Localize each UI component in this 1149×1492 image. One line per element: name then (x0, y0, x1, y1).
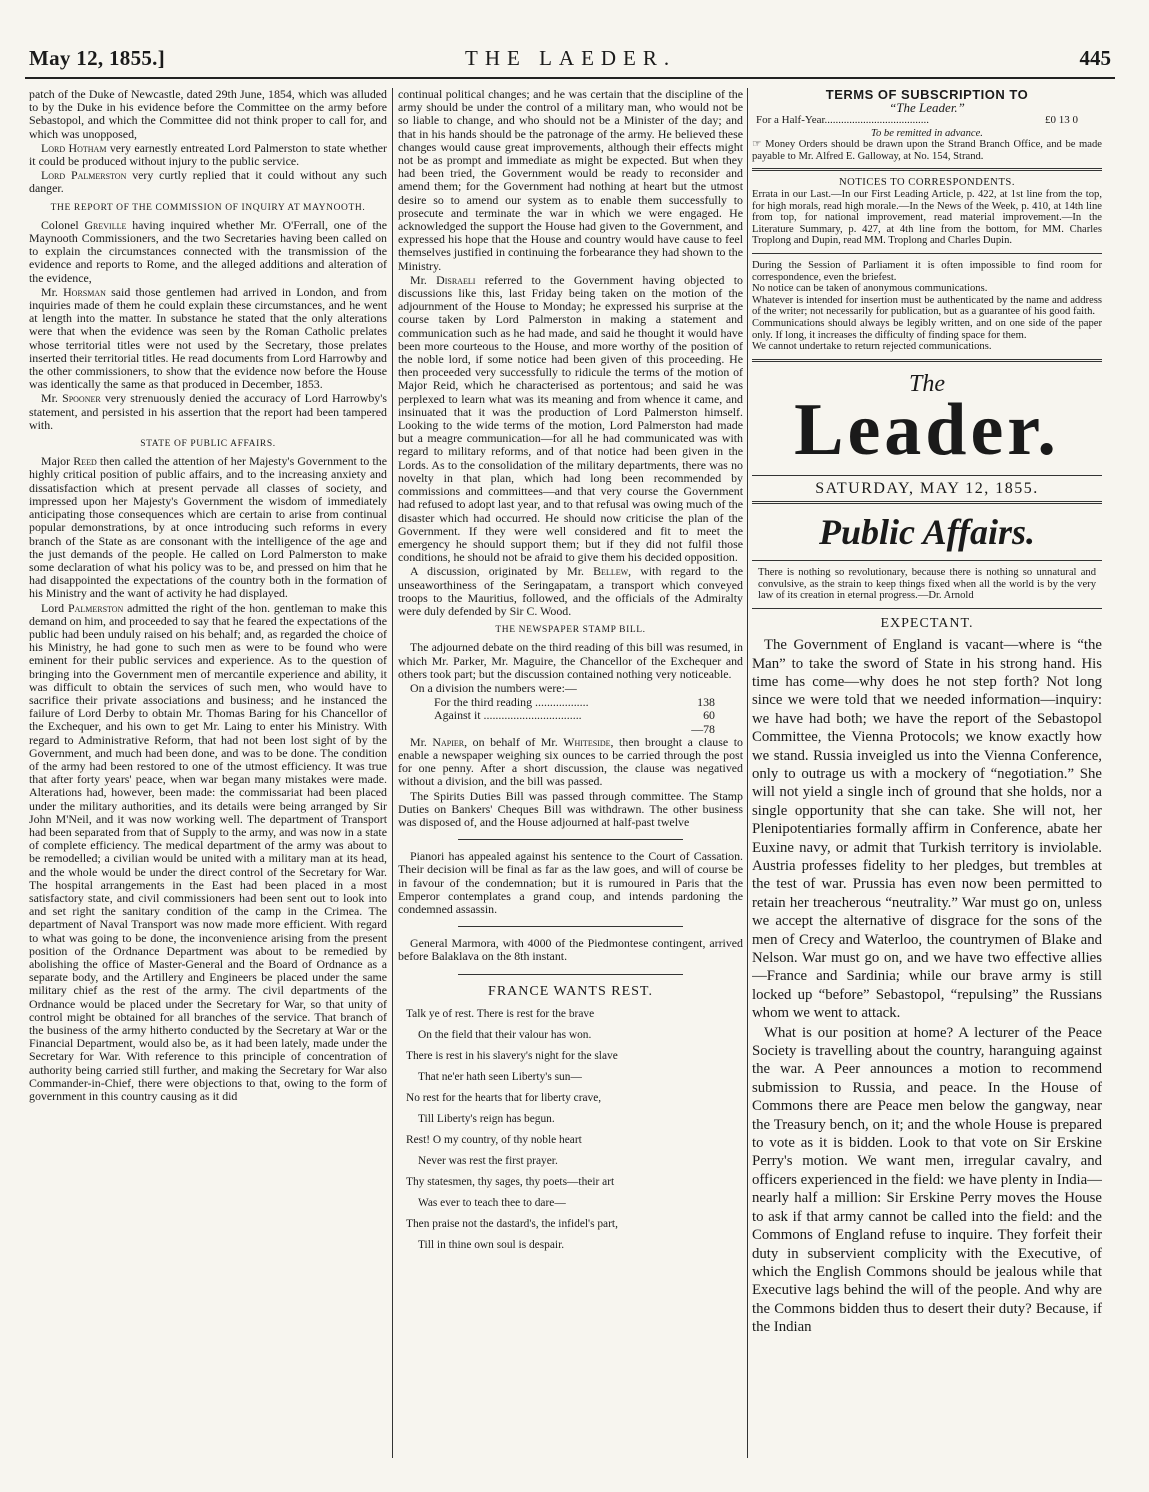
paragraph: On a division the numbers were:— (410, 680, 577, 695)
section-heading: THE NEWSPAPER STAMP BILL. (495, 625, 646, 636)
speaker-name: Napier (432, 734, 465, 749)
poem-line: Till Liberty's reign has begun. (418, 1112, 555, 1125)
divider (752, 168, 1102, 171)
paragraph: Mr. Disraeli referred to the Government having objected to discussions like this, last Friday being taken on the motion of the adjournment of the House to Monday; he expressed his surprise at the course taken by Lord Palmerston in making a statement and communication such as he had made, and said he thought it would have been more courteous to the House, and more worthy of the position of the noble lord, if some notice had been given of this proceeding. He then proceeded very successfully to ridicule the terms of the motion of Major Reid, which he characterised as portentous; and said he was perplexed to learn what was its meaning and from whence it came, and insinuated that it was the production of Lord Palmerston himself. Looking to the wide terms of the motion, Lord Palmerston had made but a meagre communication—for all he had communicated was with regard to military reforms, and of that notice had been given in the Lords. As to the consolidation of the military departments, there was no novelty in that plan, which had long been recommended by commissions and committees—and that very course the Government had refused to adopt last year, and to that refusal was owing much of the disaster which had occurred. He should now criticise the plan of the Government. If they were well considered and fit to meet the emergency he should support them; but if they did not fulfil those conditions, he should not be afraid to give them his decided opposition. (398, 272, 743, 565)
header-page-number: 445 (1079, 46, 1111, 70)
article-paragraph: What is our position at home? A lecturer of the Peace Society is travelling about the country, haranguing against the war. A Peer announces a motion to recommend submission to Russia, and peace. In the House of Commons there are Peace men below the gangway, near the Treasury bench, on it; and the whole House is prepared to vote as it is bidden. Look to that vote on Sir Erskine Perry's motion. We want men, irregular cavalry, and officers experienced in the field: we have plenty in India—nearly half a million: Sir Erskine Perry moves the House to ask if that army cannot be called into the field: and the Commons of England refuse to inquire. They forfeit their duty in subservient complicity with the Executive, of which the English Commons should be jealous while that Executive lags behind the will of the people. And why are the Commons bidden thus to desert their duty? Because, if the Indian (752, 1024, 1102, 1336)
paragraph: The adjourned debate on the third reading of this bill was resumed, in which Mr. Parker, Mr. Maguire, the Chancellor of the Exchequer and others took part; but the discussion contained nothing very noticeable. (398, 640, 743, 681)
divider (752, 501, 1102, 504)
speaker-name: Spooner (62, 391, 101, 406)
paragraph: Lord Palmerston very curtly replied that it could without any such danger. (29, 168, 387, 196)
paragraph: A discussion, originated by Mr. Bellew, with regard to the unseaworthiness of the Seringapatam, a transport which conveyed troops to the Mauritius, followed, and the officials of the Admiralty were duly defended by Sir C. Wood. (398, 564, 743, 618)
paragraph: Mr. Spooner very strenuously denied the accuracy of Lord Harrowby's statement, and persisted in his assertion that the report had been tampered with. (29, 391, 387, 432)
speaker-name: Whiteside (563, 734, 611, 749)
header-date: May 12, 1855.] (29, 46, 166, 70)
speaker-name: Reed (73, 454, 97, 469)
vote-total: —78 (691, 721, 715, 736)
paragraph: Mr. Napier, on behalf of Mr. Whiteside, then brought a clause to enable a newspaper weighing six ounces to be carried through the post for one penny. After a short discussion, the clause was negatived without a division, and the bill was passed. (398, 734, 743, 789)
paragraph: patch of the Duke of Newcastle, dated 29th June, 1854, which was alluded to by the Duke in his evidence before the Committee on the army before Sebastopol, and which the Committee did not think proper to call for, and which was unopposed, (29, 88, 387, 141)
notice-item: Whatever is intended for insertion must be authenticated by the name and address of the writer; not necessarily for publication, but as a guarantee of his good faith. (752, 294, 1102, 318)
poem-title: FRANCE WANTS REST. (488, 983, 653, 999)
divider (752, 359, 1102, 362)
speaker-name: Lord Palmerston (41, 168, 127, 183)
masthead-date: SATURDAY, MAY 12, 1855. (815, 479, 1039, 497)
poem-line: Till in thine own soul is despair. (418, 1238, 565, 1251)
page-header (25, 43, 1115, 79)
divider (752, 560, 1102, 561)
paragraph: Mr. Horsman said those gentlemen had arrived in London, and from inquiries made of them he could explain these circumstances, and he went at length into the matter. In substance he stated that the only alterations were that when the evidence was seen by the Roman Catholic prelates whose territorial titles were not used by the Secretary, those prelates inserted their territorial titles. He read documents from Lord Harrowby and the other commissioners, to show that the evidence now before the House was identically the same as that produced in December, 1853. (29, 284, 387, 392)
masthead-title: Leader. (794, 388, 1060, 471)
column-rule-1 (392, 88, 393, 1458)
poem-line: Rest! O my country, of thy noble heart (406, 1133, 582, 1146)
divider (458, 974, 683, 975)
poem-line: Never was rest the first prayer. (418, 1154, 558, 1167)
article-title: EXPECTANT. (880, 615, 974, 631)
divider (752, 475, 1102, 476)
epigraph: There is nothing so revolutionary, because there is nothing so unnatural and convulsive, as the strain to keep things fixed when all the world is by the very law of its creation in eternal progress.—Dr. Arnold (758, 567, 1096, 602)
paragraph: continual political changes; and he was certain that the discipline of the army should be under the control of a military man, who would not be so liable to change, and who should not be a Minister of the day; and that in his hands should be the patronage of the army. He believed these changes would cause great improvements, although their effects might not be as prompt and immediate as might be expected. But when they had been tried, the Government would be ready to reconsider and amend them; for the Government had nothing at heart but the utmost desire so to amend our system as to enable them successfully to prosecute and terminate the war in which we were engaged. He acknowledged the support the House had given to the Government, and expressed his hope that the House and country would have cause to feel themselves justified in continuing the forbearance they had shown to the Ministry. (398, 88, 743, 273)
notices-title: NOTICES TO CORRESPONDENTS. (839, 177, 1015, 189)
vote-row: For the third reading .................. 138 (434, 695, 715, 710)
paragraph: The Spirits Duties Bill was passed through committee. The Stamp Duties on Bankers' Cheques Bill was withdrawn. The other business was disposed of, and the House adjourned at half-past twelve (398, 788, 743, 829)
paragraph: Pianori has appealed against his sentence to the Court of Cassation. Their decision will be final as far as the law goes, and will of course be in favour of the condemnation; but it is rumoured in Paris that the Emperor contemplates a grand coup, and intends pardoning the condemned assassin. (398, 849, 743, 916)
section-heading: THE REPORT OF THE COMMISSION OF INQUIRY AT MAYNOOTH. (50, 202, 366, 213)
header-title: THE LAEDER. (465, 46, 677, 70)
section-heading: STATE OF PUBLIC AFFAIRS. (140, 439, 276, 450)
speaker-name: Bellew (593, 564, 629, 579)
speaker-name: Lord Hotham (41, 140, 107, 155)
column-rule-2 (747, 88, 748, 1458)
poem-line: Was ever to teach thee to dare— (418, 1196, 566, 1209)
notice-item: No notice can be taken of anonymous communications. (752, 283, 988, 295)
poem-line: No rest for the hearts that for liberty crave, (406, 1091, 602, 1104)
divider (752, 253, 1102, 254)
poem (398, 1004, 743, 1256)
speaker-name: Horsman (63, 284, 106, 299)
divider (752, 608, 1102, 609)
terms-money-orders: ☞ Money Orders should be drawn upon the Strand Branch Office, and be made payable to Mr. Alfred E. Galloway, at No. 154, Strand. (752, 139, 1102, 162)
divider (458, 839, 683, 840)
column-3 (752, 88, 1102, 1468)
masthead-the: The (909, 370, 945, 397)
poem-line: That ne'er hath seen Liberty's sun— (418, 1070, 582, 1083)
speaker-name: Disraeli (436, 272, 476, 287)
poem-line: Then praise not the dastard's, the infidel's part, (406, 1217, 618, 1230)
poem-line: Thy statesmen, thy sages, thy poets—their art (406, 1175, 615, 1188)
column-1 (29, 88, 387, 1468)
terms-price-row: For a Half-Year...................................... £0 13 0 (756, 114, 1078, 127)
poem-line: There is rest in his slavery's night for the slave (406, 1049, 618, 1062)
errata: Errata in our Last.—In our First Leading Article, p. 422, at 1st line from the top, for high morals, read high morale.—In the News of the Week, p. 410, at 14th line from top, for national improvement, read material improvement.—In the Literature Summary, p. 427, at 4th line from the bottom, for MM. Charles Troplong and Dupin, read MM. Troplong and Charles Dupin. (752, 188, 1102, 247)
speaker-name: Palmerston (67, 600, 124, 615)
article-paragraph: The Government of England is vacant—where is “the Man” to take the sword of State in his strong hand. His time has come—why does he not step forth? Not long since we were told that we needed information—inquiry: we have had both; we have the report of the Sebastopol Committee, the Vienna Protocols; we know exactly how we stand. Russia inveigled us into the Vienna Conference, only to outrage us with a mockery of “negotiation.” She will not yield a single inch of ground that she holds, nor a single opportunity that she can take. She will not, her Plenipotentiaries formally affirm in Conference, abate her Euxine navy, or admit that Turkish territory is inviolable. Austria professes fidelity to her pledges, but trembles at the test of war. Prussia has even now been permitted to retain her treacherous “neutrality.” War must go on, unless we accept the alternative of disgrace for the sons of the men of Crecy and Waterloo, the countrymen of Blake and Nelson. War must go on, and we have two effective allies—France and Sardinia; while our brave army is still locked up “before” Sebastopol, “repulsing” the Russians whom we went to attack. (752, 637, 1102, 1022)
masthead (752, 370, 1102, 497)
paragraph: General Marmora, with 4000 of the Piedmontese contingent, arrived before Balaklava on the 8th instant. (398, 936, 743, 964)
section-title: Public Affairs. (818, 512, 1036, 553)
paragraph: Major Reed then called the attention of her Majesty's Government to the highly critical position of public affairs, and to the increasing anxiety and dissatisfaction which at present pervade all classes of society, and impressed upon her Majesty's Government the wisdom of immediately anticipating those consequences which are certain to arise from continual popular demonstrations, by at once introducing such reforms in every branch of the State as are consonant with the intelligence of the age and the just demands of the people. He called on Lord Palmerston to make some declaration of what his policy was to be, and pressed on him that he had disappointed the expectations of the country both in the formation of his Ministry and the want of activity he had displayed. (29, 454, 387, 601)
terms-title: TERMS OF SUBSCRIPTION TO (825, 88, 1029, 102)
column-2 (398, 88, 743, 1468)
notice-item: During the Session of Parliament it is often impossible to find room for correspondence, even the briefest. (752, 259, 1102, 283)
speaker-name: Greville (84, 217, 127, 232)
terms-paper-name: “The Leader.” (889, 100, 965, 116)
notice-item: Communications should always be legibly written, and on one side of the paper only. If long, it increases the difficulty of finding space for them. (752, 317, 1102, 341)
paragraph: Colonel Greville having inquired whether Mr. O'Ferrall, one of the Maynooth Commissioners, and the two Secretaries having been called on to explain the circumstances connected with the transmission of the evidence and reports to Rome, and the alleged additions and alteration of the evidence, (29, 217, 387, 285)
divider (458, 926, 683, 927)
poem-line: On the field that their valour has won. (418, 1028, 592, 1041)
vote-row: Against it ................................. 60 (434, 708, 715, 723)
notice-item: We cannot undertake to return rejected communications. (752, 341, 992, 353)
paragraph: Lord Hotham very earnestly entreated Lord Palmerston to state whether it could be produced without injury to the public service. (29, 140, 387, 169)
poem-line: Talk ye of rest. There is rest for the brave (406, 1007, 595, 1020)
terms-remit-note: To be remitted in advance. (871, 127, 983, 139)
paragraph: Lord Palmerston admitted the right of the hon. gentleman to make this demand on him, and proceeded to say that he feared the expectations of the public had been unduly raised on his behalf; and, as regarded the choice of his Ministry, he had gone to such men as were to be found who were eminent for their public services and experience. As to the question of bringing into the Government men of mercantile experience and ability, it was difficult to obtain the services of such men, who would have to sacrifice their private associations and business; and he instanced the failure of Lord Derby to obtain Mr. Thomas Baring for his Chancellor of the Exchequer, and his own to get Mr. Laing to enter his Ministry. With regard to Administrative Reform, that had not been lost sight of by the Government, and much had been done, and was to be done. The condition of the army had been restored to one of the utmost efficiency. It was true that after forty years' peace, when war began many mistakes were made. Alterations had, however, been made: the commissariat had been placed under the military authorities, and its details were being arranged by Sir John M'Neil, and it was now working well. The department of Transport had been separated from that of Supply to the army, and was now in a state of complete efficiency. The medical department of the army was about to be remodelled; a civilian would be united with a military man at its head, and the whole would be under the direct control of the Secretary for War. The hospital arrangements in the East had been placed in a most satisfactory state, and civil commissioners had been sent out to look into and set right the sanitary condition of the camp in the Crimea. The department of Naval Transport was now made more efficient. With regard to what was going to be done, the inconvenience arising from the present position of the Ordnance Department was about to be remedied by abolishing the office of Master-General and the Board of Ordnance as a separate body, and the Artillery and Engineers be placed under the same military chief as the rest of the army. The civil departments of the Ordnance would be placed under the Secretary for War, so that unity of control might be obtained for all branches of the service. That branch of the business of the army hitherto conducted by the Secretary at War or the Financial Department, would also be, as it had been lately, made under the Secretary for War. With reference to this principle of concentration of authority being carried still further, and making the Secretary for War also Commander-in-Chief, there were objections to that, owing to the form of government in this country causing as it did (29, 600, 387, 1104)
